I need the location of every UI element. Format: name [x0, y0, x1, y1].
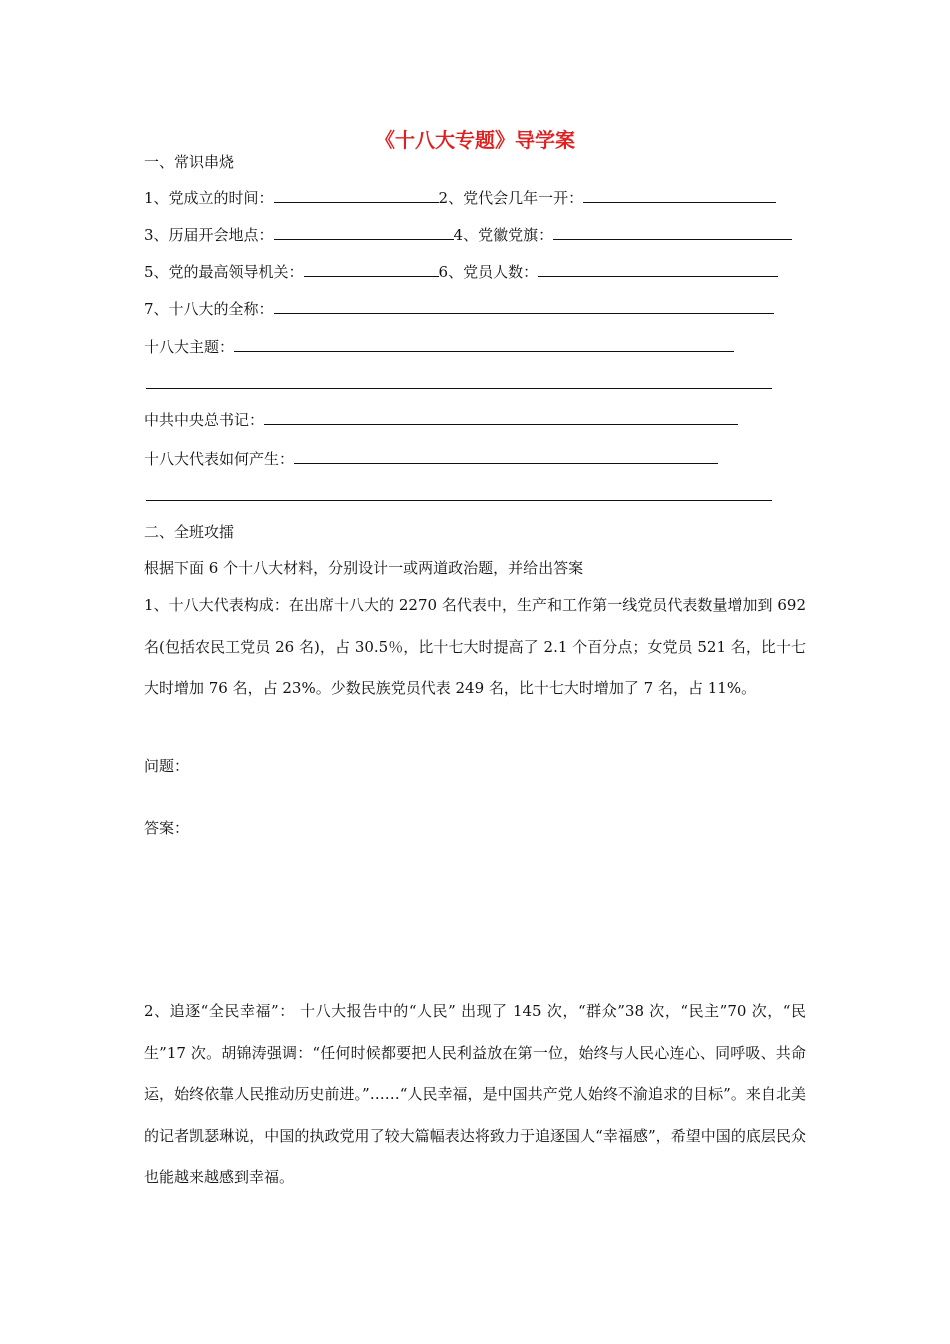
material-2-paragraph: 2、追逐“全民幸福”： 十八大报告中的“人民” 出现了 145 次，“群众”38 次，“民主”70 次，“民生”17 次。胡锦涛强调：“任何时候都要把人民利益放在第一位，始终与人民心连心、同呼吸、共命运，始终依靠人民推动历史前进。”……“人民幸福，是中国共产党人始终不渝追求的目标”。来自北美的记者凯瑟琳说，中国的执政党用了较大篇幅表达将致力于追逐国人“幸福感”，希望中国的底层民众也能越来越感到幸福。 [144, 1002, 806, 1186]
section-heading-1: 一、常识串烧 [144, 153, 235, 171]
question-row-3 [144, 262, 778, 282]
answer-blank-3[interactable] [274, 225, 454, 240]
theme-blank-continuation[interactable] [146, 388, 772, 389]
question-row-4 [144, 299, 774, 319]
answer-label: 答案： [144, 819, 190, 837]
question-row-2 [144, 225, 792, 245]
secretary-blank[interactable] [264, 410, 738, 425]
delegates-label: 十八大代表如何产生： [144, 450, 295, 468]
question-6-label: 6、党员人数： [438, 263, 539, 281]
answer-blank-5[interactable] [304, 262, 439, 277]
delegates-blank-continuation[interactable] [146, 500, 772, 501]
theme-label: 十八大主题： [144, 338, 235, 356]
question-4-label: 4、党徽党旗： [453, 226, 554, 244]
question-7-label: 7、十八大的全称： [144, 300, 274, 318]
question-label: 问题： [144, 757, 190, 775]
document-title: 《十八大专题》导学案 [375, 128, 575, 152]
answer-blank-1[interactable] [274, 188, 439, 203]
answer-blank-2[interactable] [583, 188, 776, 203]
answer-blank-4[interactable] [553, 225, 792, 240]
question-row-1 [144, 188, 776, 208]
secretary-row [144, 410, 738, 430]
secretary-label: 中共中央总书记： [144, 411, 265, 429]
delegates-row [144, 449, 718, 469]
question-1-label: 1、党成立的时间： [144, 189, 274, 207]
theme-blank[interactable] [234, 337, 734, 352]
question-2-label: 2、党代会几年一开： [438, 189, 584, 207]
answer-blank-6[interactable] [538, 262, 778, 277]
question-5-label: 5、党的最高领导机关： [144, 263, 304, 281]
question-3-label: 3、历届开会地点： [144, 226, 274, 244]
material-1-paragraph: 1、十八大代表构成：在出席十八大的 2270 名代表中，生产和工作第一线党员代表数量增加到 692 名(包括农民工党员 26 名)，占 30.5％，比十七大时提高了 2.1 个百分点；女党员 521 名，比十七大时增加 76 名，占 23%。少数民族党员代表 249 名，比十七大时增加了 7 名，占 11%。 [144, 596, 806, 697]
delegates-blank[interactable] [294, 449, 718, 464]
theme-row [144, 337, 734, 357]
answer-blank-7[interactable] [274, 299, 774, 314]
instruction-text: 根据下面 6 个十八大材料，分别设计一或两道政治题，并给出答案 [144, 559, 584, 577]
section-heading-2: 二、全班攻擂 [144, 523, 235, 541]
